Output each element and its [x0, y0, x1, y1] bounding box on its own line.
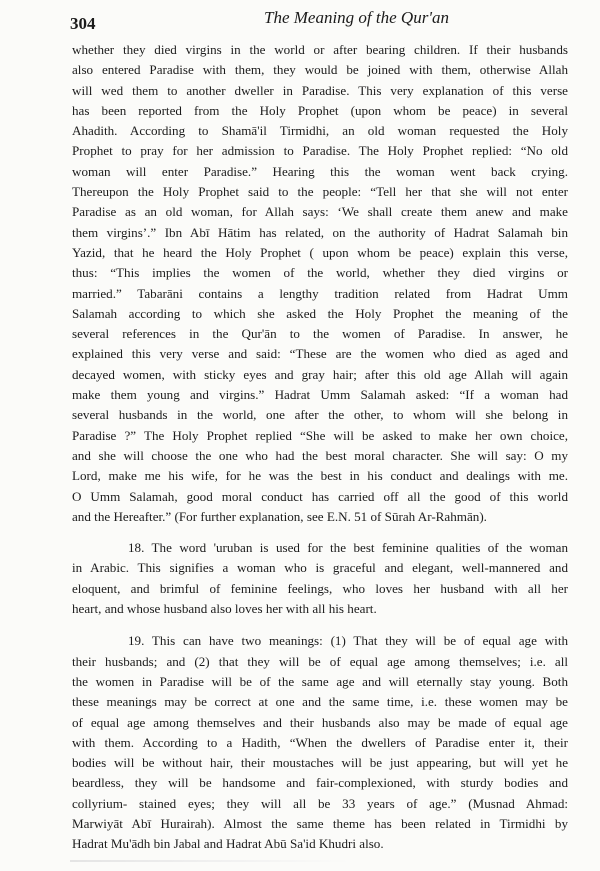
text-line: heart, and whose husband also loves her with all his heart. — [72, 601, 377, 617]
text-line: has been reported from the Holy Prophet (upon whom be peace) in several — [72, 102, 568, 118]
text-line: in Arabic. This signifies a woman who is graceful and elegant, well-mannered and — [72, 560, 568, 576]
bleed-through-line — [70, 860, 350, 862]
text-line: these meanings may be correct at one and the same time, i.e. these women may be — [72, 694, 568, 710]
text-line: and the Hereafter.” (For further explanation, see E.N. 51 of Sūrah Ar-Rahmān). — [72, 508, 487, 524]
text-line: beardless, they will be handsome and fair-complexioned, with sturdy bodies and — [72, 775, 568, 791]
text-line: them virgins’.” Ibn Abī Hātim has related, on the authority of Hadrat Salamah bin — [72, 224, 568, 240]
text-line: several husbands in the world, one after the other, to whom will she belong in — [72, 407, 568, 423]
text-line: also entered Paradise with them, they would be joined with them, otherwise Allah — [72, 62, 568, 78]
page-number: 304 — [70, 14, 96, 33]
text-line: Lord, make me his wife, for he was the best in his conduct and dealings with me. — [72, 468, 568, 484]
text-line: married.” Tabarāni contains a lengthy tradition related from Hadrat Umm — [72, 285, 568, 301]
text-line: eloquent, and brimful of feminine feelings, who loves her husband with all her — [72, 580, 568, 596]
text-line: Hadrat Mu'ādh bin Jabal and Hadrat Abū Sa'id Khudri also. — [72, 836, 384, 852]
text-line: Marwiyāt Abī Hurairah). Almost the same theme has been related in Tirmidhi by — [72, 815, 568, 831]
text-line: the women in Paradise will be of the same age and will eternally stay young. Both — [72, 673, 568, 689]
text-line: will wed them to another dweller in Paradise. This very explanation of this verse — [72, 82, 568, 98]
text-line: Salamah according to which she asked the Holy Prophet the meaning of the — [72, 305, 568, 321]
text-line: explained this very verse and said: “These are the women who died as aged and — [72, 346, 568, 362]
running-title: The Meaning of the Qur'an — [264, 8, 449, 27]
note-19 — [72, 631, 568, 854]
text-line: thus: “This implies the women of the world, whether they died virgins or — [72, 265, 568, 281]
text-line: of equal age among themselves and their husbands also may be made of equal age — [72, 714, 568, 730]
text-line: whether they died virgins in the world or after bearing children. If their husbands — [72, 42, 568, 57]
text-line: Thereupon the Holy Prophet said to the people: “Tell her that she will not enter — [72, 184, 568, 200]
text-line: bodies will be without hair, their moustaches will be just appearing, but will yet he — [72, 755, 568, 771]
text-line: Yazid, that he heard the Holy Prophet ( upon whom be peace) explain this verse, — [72, 244, 568, 260]
text-line: Prophet to pray for her admission to Paradise. The Holy Prophet replied: “No old — [72, 143, 568, 159]
note-18 — [72, 538, 568, 619]
text-line: several references in the Qur'ān to the women of Paradise. In answer, he — [72, 326, 568, 342]
text-line: Ahadith. According to Shamā'il Tirmidhi, an old woman requested the Holy — [72, 123, 568, 139]
page-header — [70, 8, 570, 36]
text-line: woman will enter Paradise.” Hearing this the woman went back crying. — [72, 163, 568, 179]
text-line: and she will choose the one who had the best moral character. She will say: O my — [72, 447, 568, 463]
text-line: with them. According to a Hadith, “When the dwellers of Paradise enter it, their — [72, 734, 568, 750]
text-line: O Umm Salamah, good moral conduct has carried off all the good of this world — [72, 488, 568, 504]
text-line: Paradise as an old woman, for Allah says: ‘We shall create them anew and make — [72, 204, 568, 220]
text-line: 19. This can have two meanings: (1) That they will be of equal age with — [128, 633, 568, 649]
text-line: their husbands; and (2) that they will be of equal age among themselves; i.e. all — [72, 653, 568, 669]
text-line: 18. The word 'uruban is used for the best feminine qualities of the woman — [128, 540, 568, 556]
text-line: Paradise ?” The Holy Prophet replied “She will be asked to make her own choice, — [72, 427, 568, 443]
text-line: make them young and virgins.” Hadrat Umm Salamah asked: “If a woman had — [72, 387, 568, 403]
paragraph — [72, 40, 568, 527]
body-text — [72, 40, 568, 855]
text-line: collyrium- stained eyes; they will all be 33 years of age.” (Musnad Ahmad: — [72, 795, 568, 811]
text-line: decayed women, with sticky eyes and gray hair; after this old age Allah will again — [72, 366, 568, 382]
